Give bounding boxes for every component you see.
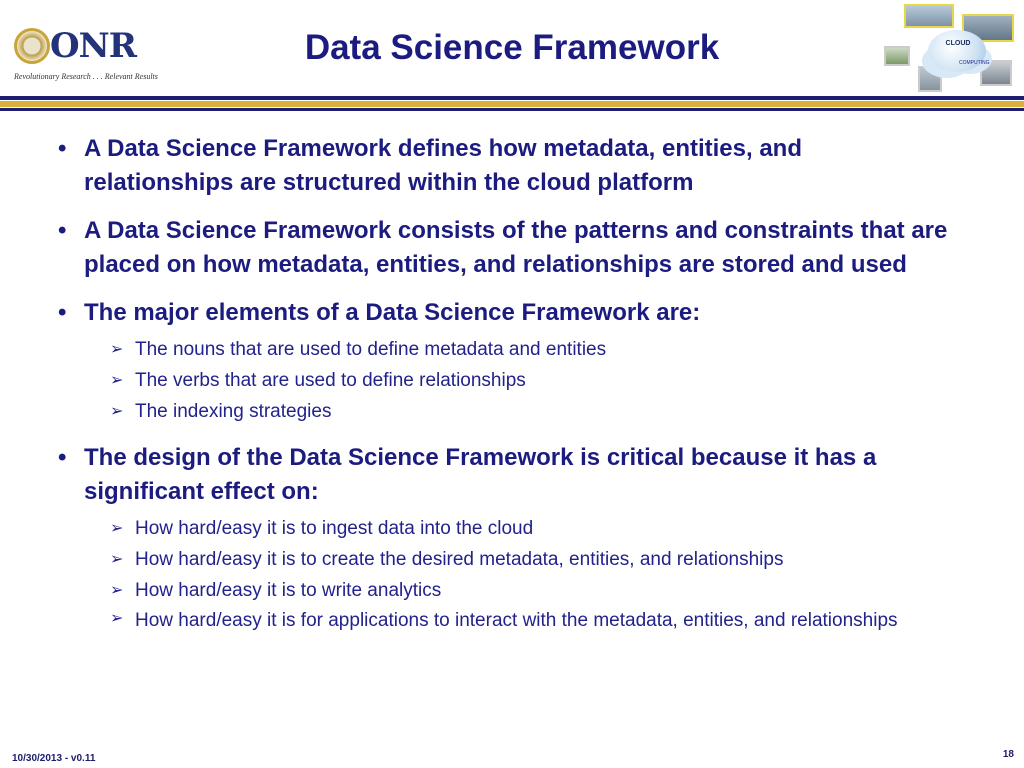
bullet-3-subitems <box>58 334 958 427</box>
header-divider <box>0 96 1024 111</box>
sub-item <box>110 365 958 396</box>
arrowhead-bullet-icon: ➢ <box>110 610 124 627</box>
cloud-label-sub: COMPUTING <box>959 60 990 66</box>
arrowhead-bullet-icon: ➢ <box>110 582 124 599</box>
bullet-dot-icon: • <box>58 217 67 244</box>
logo-tagline: Revolutionary Research . . . Relevant Results <box>14 72 158 81</box>
bullet-3 <box>58 296 958 330</box>
slide-title: Data Science Framework <box>304 28 720 67</box>
sub-item-text: How hard/easy it is for applications to interact with the metadata, entities, and relationships <box>135 610 898 631</box>
sub-item-text: The nouns that are used to define metadata and entities <box>135 339 607 360</box>
arrowhead-bullet-icon: ➢ <box>110 372 124 389</box>
cloud-label-main: CLOUD <box>945 40 971 47</box>
arrowhead-bullet-icon: ➢ <box>110 551 124 568</box>
bullet-4 <box>58 441 958 509</box>
field-photo-icon <box>884 46 910 66</box>
arrowhead-bullet-icon: ➢ <box>110 341 124 358</box>
cloud-computing-graphic <box>884 2 1020 94</box>
bullet-text: A Data Science Framework consists of the patterns and constraints that are placed on how metadata, entities, and relationships are stored and used <box>84 217 948 278</box>
bullet-text: The design of the Data Science Framework is critical because it has a significant effect on: <box>84 444 877 505</box>
sub-item-text: How hard/easy it is to ingest data into the cloud <box>135 518 534 539</box>
slide-body <box>58 132 958 648</box>
aircraft-photo-icon <box>904 4 954 28</box>
logo-text: ONR <box>50 26 136 66</box>
divider-navy-top <box>0 96 1024 100</box>
arrowhead-bullet-icon: ➢ <box>110 520 124 537</box>
sub-item-text: How hard/easy it is to create the desired metadata, entities, and relationships <box>135 549 784 570</box>
bullet-text: A Data Science Framework defines how metadata, entities, and relationships are structured within the cloud platform <box>84 135 802 196</box>
bullet-dot-icon: • <box>58 444 67 471</box>
arrowhead-bullet-icon: ➢ <box>110 403 124 420</box>
bullet-dot-icon: • <box>58 135 67 162</box>
sub-item <box>110 575 958 606</box>
divider-gold <box>0 101 1024 107</box>
bullet-1 <box>58 132 958 200</box>
page-number: 18 <box>1002 749 1014 760</box>
bullet-text: The major elements of a Data Science Framework are: <box>84 299 701 326</box>
sub-item <box>110 544 958 575</box>
cloud-label <box>934 40 990 79</box>
divider-navy-bottom <box>0 108 1024 111</box>
bullet-dot-icon: • <box>58 299 67 326</box>
sub-item <box>110 334 958 365</box>
bullet-4-subitems <box>58 513 958 634</box>
footer-date-version: 10/30/2013 - v0.11 <box>12 753 96 764</box>
sub-item <box>110 606 958 634</box>
bullet-2 <box>58 214 958 282</box>
sub-item-text: The verbs that are used to define relationships <box>135 370 526 391</box>
sub-item <box>110 513 958 544</box>
sub-item <box>110 396 958 427</box>
sub-item-text: How hard/easy it is to write analytics <box>135 580 442 601</box>
sub-item-text: The indexing strategies <box>135 401 332 422</box>
